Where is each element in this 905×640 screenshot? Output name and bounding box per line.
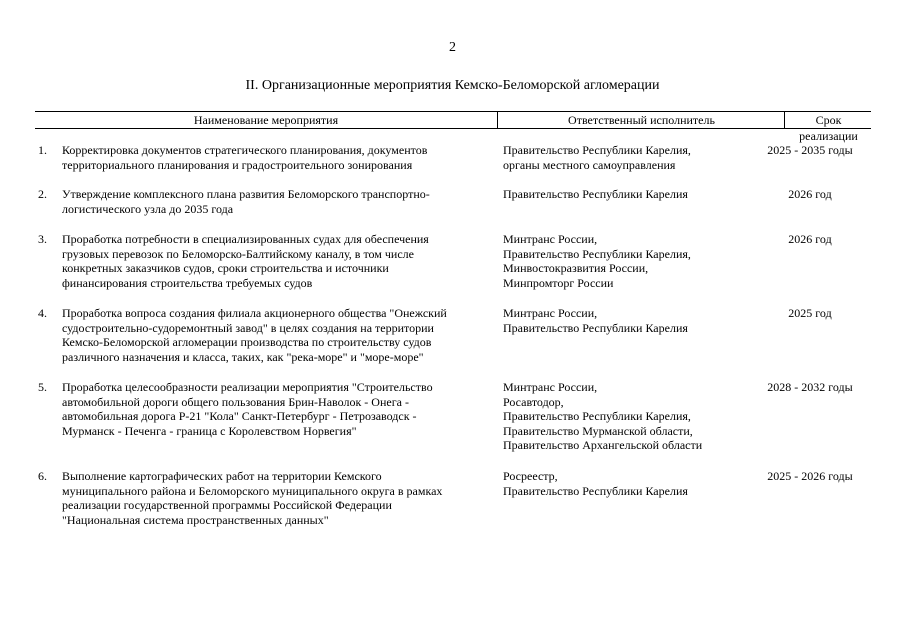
section-title: II. Организационные мероприятия Кемско-Беломорской агломерации — [245, 78, 660, 93]
responsible-line: Минпромторг России — [503, 275, 614, 290]
table-header — [35, 111, 871, 143]
responsible-line: органы местного самоуправления — [503, 157, 676, 172]
row-activity-name — [62, 143, 492, 172]
row-responsible — [503, 380, 743, 453]
activity-line: муниципального района и Беломорского муниципального округа в рамках — [62, 483, 443, 498]
row-term: 2025 - 2026 годы — [767, 469, 853, 483]
row-number: 1. — [38, 143, 47, 157]
responsible-line: Правительство Республики Карелия — [503, 320, 688, 335]
row-term: 2026 год — [788, 187, 832, 201]
row-activity-name — [62, 469, 492, 527]
responsible-line: Правительство Республики Карелия, — [503, 246, 691, 261]
activity-line: грузовых перевозок по Беломорско-Балтийскому каналу, в том числе — [62, 246, 414, 261]
responsible-line: Правительство Республики Карелия, — [503, 409, 691, 424]
activity-line: Выполнение картографических работ на территории Кемского — [62, 469, 382, 483]
row-term: 2025 год — [788, 306, 832, 320]
row-number: 4. — [38, 306, 47, 320]
row-activity-name — [62, 380, 492, 438]
responsible-line: Правительство Мурманской области, — [503, 423, 693, 438]
responsible-line: Правительство Республики Карелия — [503, 483, 688, 498]
row-activity-name — [62, 232, 492, 290]
activity-line: Кемско-Беломорской агломерации производства по строительству судов — [62, 335, 432, 350]
activity-line: финансирования строительства требуемых судов — [62, 275, 313, 290]
activity-line: реализации государственной программы Российской Федерации — [62, 498, 392, 513]
row-term: 2028 - 2032 годы — [767, 380, 853, 394]
responsible-line: Правительство Республики Карелия, — [503, 143, 691, 157]
row-responsible — [503, 232, 743, 290]
activity-line: Проработка целесообразности реализации мероприятия "Строительство — [62, 380, 433, 394]
row-responsible — [503, 187, 743, 202]
activity-line: Корректировка документов стратегического планирования, документов — [62, 143, 428, 157]
row-responsible — [503, 306, 743, 335]
responsible-line: Росреестр, — [503, 469, 558, 483]
header-responsible: Ответственный исполнитель — [497, 112, 785, 128]
row-responsible — [503, 469, 743, 498]
activity-line: автомобильная дорога Р-21 "Кола" Санкт-Петербург - Петрозаводск - — [62, 409, 417, 424]
row-number: 3. — [38, 232, 47, 246]
activity-line: Утверждение комплексного плана развития Беломорского транспортно- — [62, 187, 430, 201]
responsible-line: Правительство Архангельской области — [503, 438, 703, 453]
responsible-line: Минтранс России, — [503, 232, 598, 246]
activity-line: различного назначения и класса, таких, как "река-море" и "море-море" — [62, 349, 424, 364]
row-term: 2026 год — [788, 232, 832, 246]
row-activity-name — [62, 187, 492, 216]
row-term: 2025 - 2035 годы — [767, 143, 853, 157]
activity-line: судостроительно-судоремонтный завод" в целях создания на территории — [62, 320, 434, 335]
responsible-line: Минтранс России, — [503, 306, 598, 320]
row-responsible — [503, 143, 743, 172]
responsible-line: Минтранс России, — [503, 380, 598, 394]
header-term: Срок реализации — [784, 112, 872, 128]
activity-line: Проработка потребности в специализированных судах для обеспечения — [62, 232, 429, 246]
page-number: 2 — [449, 40, 456, 55]
activity-line: Проработка вопроса создания филиала акционерного общества "Онежский — [62, 306, 447, 320]
responsible-line: Минвостокразвития России, — [503, 261, 649, 276]
activity-line: "Национальная система пространственных данных" — [62, 512, 329, 527]
activity-line: автомобильной дороги общего пользования Брин-Наволок - Онега - — [62, 394, 409, 409]
row-number: 6. — [38, 469, 47, 483]
row-activity-name — [62, 306, 492, 364]
responsible-line: Росавтодор, — [503, 394, 564, 409]
activity-line: конкретных заказчиков судов, сроки строительства и источники — [62, 261, 389, 276]
row-number: 2. — [38, 187, 47, 201]
responsible-line: Правительство Республики Карелия — [503, 187, 688, 201]
header-name: Наименование мероприятия — [193, 113, 339, 127]
row-number: 5. — [38, 380, 47, 394]
activity-line: территориального планирования и градостроительного зонирования — [62, 157, 413, 172]
activity-line: Мурманск - Печенга - граница с Королевством Норвегия" — [62, 423, 357, 438]
activity-line: логистического узла до 2035 года — [62, 201, 234, 216]
